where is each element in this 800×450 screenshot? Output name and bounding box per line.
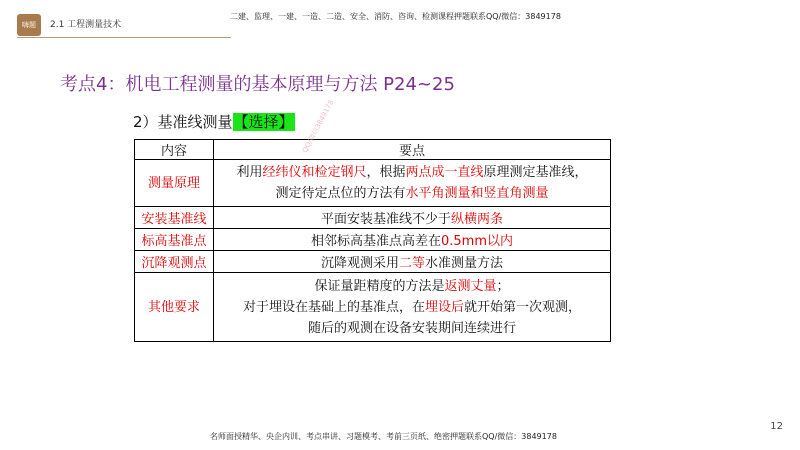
- row-key: 其他要求: [135, 273, 214, 342]
- point-line: [218, 297, 606, 318]
- header-content: 内容: [135, 140, 214, 160]
- table-header-row: [135, 140, 611, 160]
- row-points: [214, 160, 611, 207]
- row-key: 标高基准点: [135, 229, 214, 251]
- row-key: 安装基准线: [135, 207, 214, 229]
- point-line: [218, 208, 606, 227]
- table-row: [135, 273, 611, 342]
- point-text: 平面安装基准线不少于: [320, 212, 451, 227]
- table-row: [135, 160, 611, 207]
- logo: 嗨题: [17, 14, 41, 36]
- point-text: 沉降观测采用: [320, 256, 399, 271]
- table-row: [135, 207, 611, 229]
- highlight-text: 返测丈量: [444, 278, 497, 294]
- page-number: 12: [770, 421, 783, 432]
- point-text: 利用: [236, 165, 263, 180]
- row-points: [214, 251, 611, 273]
- top-banner: 二建、监理、一建、一造、二造、安全、消防、咨询、检测课程押题联系QQ/微信：3849178: [230, 12, 561, 21]
- highlight-text: 二等: [398, 256, 425, 271]
- point-line: [218, 230, 606, 249]
- select-tag: 【选择】: [233, 113, 294, 131]
- row-key: 沉降观测点: [135, 251, 214, 273]
- highlight-text: 经纬仪和检定钢尺: [262, 165, 367, 180]
- point-text: 水准测量方法: [425, 256, 504, 271]
- point-text: 对于埋设在基础上的基准点，在: [242, 299, 425, 315]
- row-points: [214, 273, 611, 342]
- highlight-text: 水平角测量和竖直角测量: [405, 186, 549, 201]
- point-line: [218, 276, 606, 297]
- subheading: [133, 111, 295, 132]
- point-text: 原理测定基准线，: [483, 165, 588, 180]
- row-key: 测量原理: [135, 160, 214, 207]
- key-points-table: [134, 139, 611, 342]
- table-body: [135, 160, 611, 342]
- subheading-text: 2）基准线测量: [133, 113, 233, 131]
- row-points: [214, 207, 611, 229]
- row-points: [214, 229, 611, 251]
- point-text: 随后的观测在设备安装期间连续进行: [307, 320, 516, 336]
- point-text: 相邻标高基准点高差在: [310, 234, 441, 249]
- highlight-text: 纵横两条: [451, 212, 504, 227]
- point-line: [218, 162, 606, 183]
- point-text: 保证量距精度的方法是: [314, 278, 445, 294]
- point-text: ；: [496, 278, 510, 294]
- point-text: ，根据: [366, 165, 406, 180]
- point-line: [218, 183, 606, 204]
- page-title: 考点4：机电工程测量的基本原理与方法 P24~25: [60, 74, 455, 95]
- header-divider: [17, 37, 231, 38]
- point-text: 测定待定点位的方法有: [275, 186, 406, 201]
- watermark: QQ/微信3849178: [300, 98, 336, 155]
- footer-banner: 名师面授精华、央企内训、考点串讲、习题模考、考前三页纸、绝密押题联系QQ/微信：3849178: [210, 432, 557, 441]
- point-line: [218, 318, 606, 339]
- highlight-text: 两点成一直线: [405, 165, 484, 180]
- table-row: [135, 251, 611, 273]
- highlight-text: 埋设后: [424, 299, 464, 315]
- table-row: [135, 229, 611, 251]
- highlight-text: 0.5mm以内: [441, 234, 514, 249]
- point-line: [218, 252, 606, 271]
- header-points: 要点: [214, 140, 611, 160]
- section-label: 2.1 工程测量技术: [50, 20, 122, 30]
- point-text: 就开始第一次观测，: [464, 299, 582, 315]
